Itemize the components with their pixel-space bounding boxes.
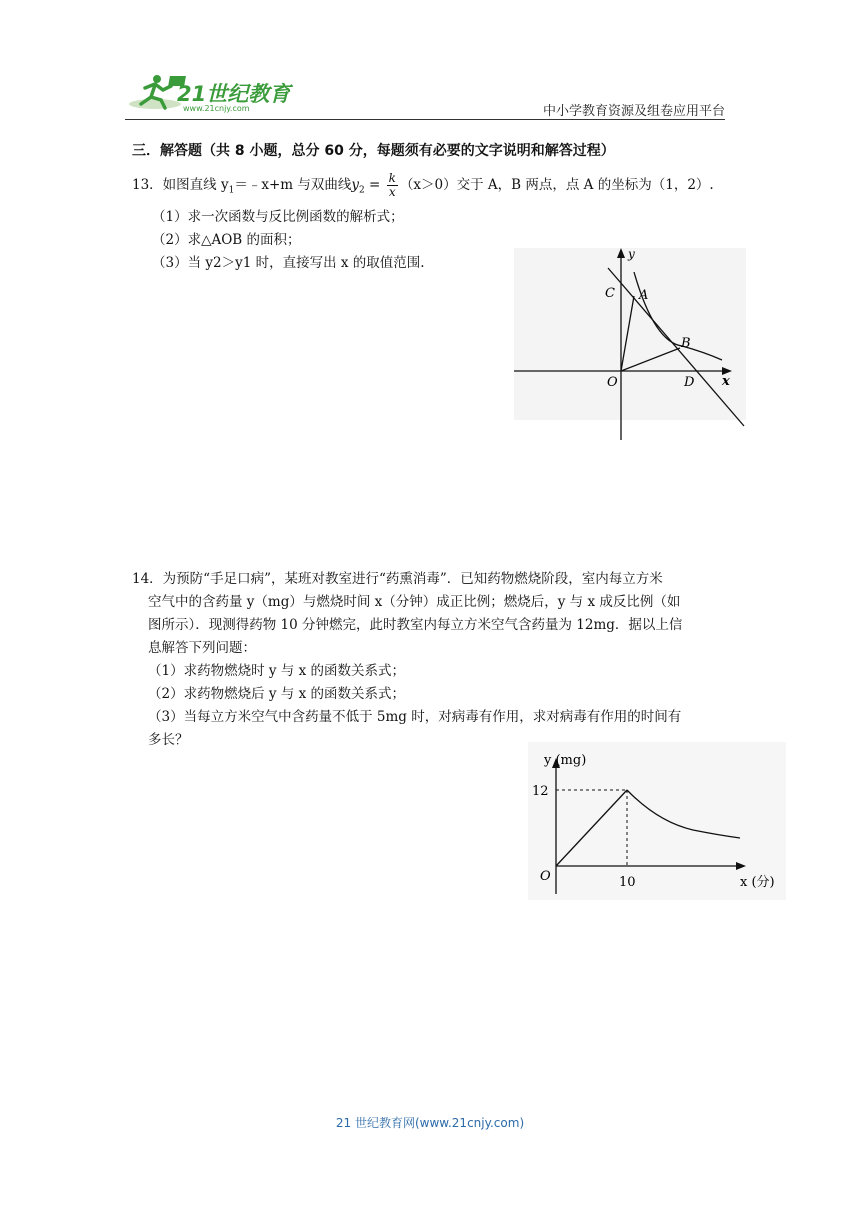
q14-line2: 空气中的含药量 y（mg）与燃烧时间 x（分钟）成正比例；燃烧后，y 与 x 成反比例（如	[148, 594, 681, 610]
q14-line3: 图所示）．现测得药物 10 分钟燃完，此时教室内每立方米空气含药量为 12mg．据以上信	[148, 617, 683, 633]
q14-figure	[528, 742, 786, 900]
q13-label-b: B	[681, 336, 691, 351]
header-divider	[125, 119, 725, 120]
q13-frac-num: k	[388, 171, 396, 185]
q13-frac-den: x	[388, 185, 396, 199]
q13-sub2: （2）求△AOB 的面积；	[152, 232, 301, 248]
q13-sub1: （1）求一次函数与反比例函数的解析式；	[152, 209, 404, 225]
q13-stem	[132, 172, 714, 202]
q13-label-c: C	[605, 286, 615, 301]
q14-sub2: （2）求药物燃烧后 y 与 x 的函数关系式；	[148, 686, 405, 702]
q13-equals: =	[364, 177, 385, 193]
q13-sub3: （3）当 y2＞y1 时，直接写出 x 的取值范围.	[152, 255, 425, 271]
q14-sub1: （1）求药物燃烧时 y 与 x 的函数关系式；	[148, 663, 405, 679]
q14-label-x: x (分)	[740, 875, 775, 890]
q14-line4: 息解答下列问题：	[148, 640, 256, 656]
q13-stem-part2: ＝﹣x+m 与双曲线	[234, 177, 352, 193]
q14-tick-12: 12	[532, 784, 549, 799]
q13-fraction	[387, 172, 398, 199]
section-heading: 三．解答题（共 8 小题，总分 60 分，每题须有必要的文字说明和解答过程）	[132, 143, 615, 159]
footer-link[interactable]: 21 世纪教育网(www.21cnjy.com)	[335, 1116, 525, 1130]
q14-label-y: y (mg)	[544, 753, 587, 768]
q13-y1-sub: 1	[228, 185, 235, 196]
q13-stem-part3: （x＞0）交于 A，B 两点，点 A 的坐标为（1，2）.	[399, 177, 714, 193]
site-logo	[125, 70, 305, 120]
q13-figure	[514, 242, 746, 442]
q13-y2: y	[351, 177, 360, 193]
q14-tick-10: 10	[619, 875, 636, 890]
q13-label-a: A	[639, 288, 649, 303]
logo-url: www.21cnjy.com	[183, 104, 250, 113]
q13-figure-background	[514, 248, 746, 420]
q13-label-o: O	[607, 375, 618, 390]
q13-y2-sub: 2	[359, 185, 365, 196]
logo-text: 21世纪教育	[177, 82, 291, 106]
q14-line1: 14．为预防“手足口病”，某班对教室进行“药熏消毒”．已知药物燃烧阶段，室内每立方米	[132, 571, 663, 587]
q13-label-d: D	[684, 375, 695, 390]
q14-sub3b: 多长？	[148, 732, 189, 748]
q13-label-y: y	[628, 247, 635, 261]
q14-label-o: O	[540, 869, 551, 884]
q14-sub3a: （3）当每立方米空气中含药量不低于 5mg 时，对病毒有作用，求对病毒有作用的时间有	[148, 709, 682, 725]
q13-label-x: x	[722, 374, 730, 389]
q13-stem-part1: 13．如图直线 y	[132, 177, 229, 193]
platform-name: 中小学教育资源及组卷应用平台	[542, 104, 725, 119]
